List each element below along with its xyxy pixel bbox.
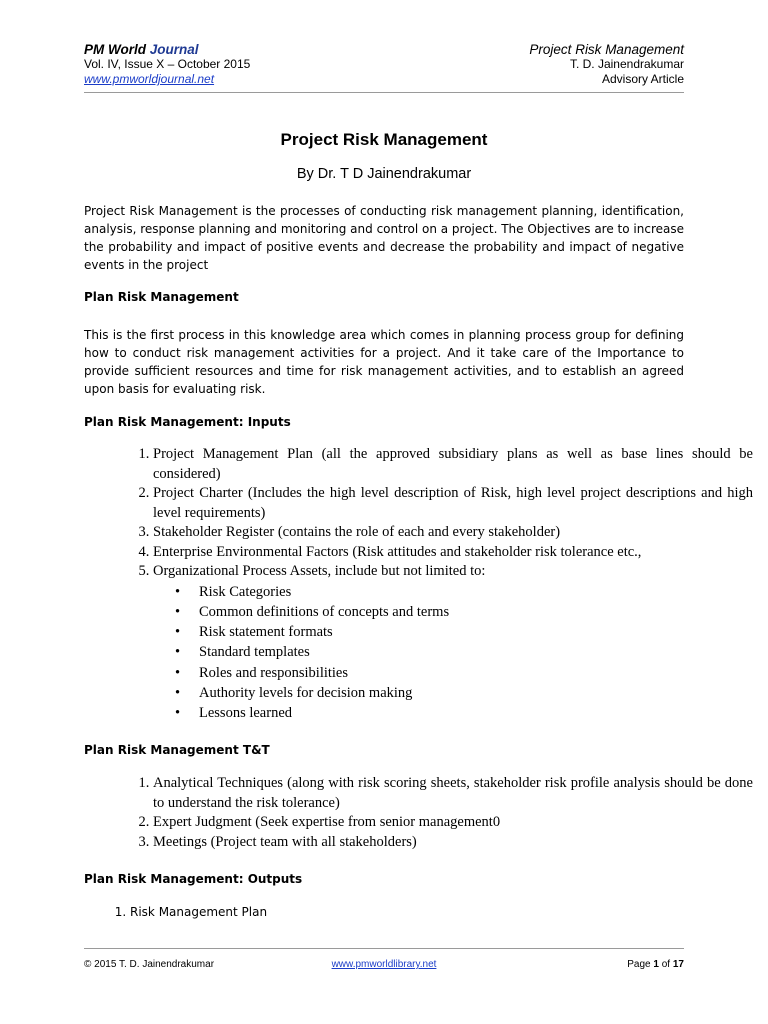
list-item: 1. Project Management Plan (all the approved subsidiary plans as well as base lines should be considered) xyxy=(153,445,753,484)
journal-name xyxy=(84,42,250,57)
section-heading-outputs: Plan Risk Management: Outputs xyxy=(84,872,303,886)
page-label: Page xyxy=(627,959,651,970)
outputs-list xyxy=(84,903,730,921)
list-item: 3. Meetings (Project team with all stakeholders) xyxy=(153,833,753,853)
page-number xyxy=(627,959,684,970)
page-current: 1 xyxy=(653,959,659,970)
footer-copyright: © 2015 T. D. Jainendrakumar xyxy=(84,959,215,970)
section-heading-inputs: Plan Risk Management: Inputs xyxy=(84,415,291,429)
header-right xyxy=(529,42,684,87)
list-item: 3. Stakeholder Register (contains the role of each and every stakeholder) xyxy=(153,523,753,543)
header-article-title: Project Risk Management xyxy=(529,42,684,57)
bullet-item: • Risk statement formats xyxy=(199,622,753,642)
journal-website-link[interactable]: www.pmworldjournal.net xyxy=(84,72,215,86)
bullet-item: • Lessons learned xyxy=(199,703,753,723)
document-title: Project Risk Management xyxy=(280,130,488,149)
footer-website-link[interactable]: www.pmworldlibrary.net xyxy=(331,959,437,970)
bullet-item: • Standard templates xyxy=(199,642,753,662)
journal-volume: Vol. IV, Issue X – October 2015 xyxy=(84,57,251,71)
bullet-item: • Risk Categories xyxy=(199,582,753,602)
header-author: T. D. Jainendrakumar xyxy=(569,57,684,71)
header-left xyxy=(84,42,250,87)
list-item: 1. Analytical Techniques (along with risk scoring sheets, stakeholder risk profile analysis should be done to understand the risk tolerance) xyxy=(153,774,753,813)
tt-list xyxy=(84,774,753,852)
page-total: 17 xyxy=(672,959,684,970)
header-article-type: Advisory Article xyxy=(601,72,684,86)
journal-name-journal: Journal xyxy=(149,42,199,57)
bullet-item: • Authority levels for decision making xyxy=(199,683,753,703)
journal-name-pm: PM World xyxy=(84,42,146,57)
intro-paragraph: Project Risk Management is the processes of conducting risk management planning, identification, analysis, response planning and monitoring and control on a project. The Objectives are to increase the probability and impact of positive events and decrease the probability and impact of negative events in the project xyxy=(84,204,684,272)
list-item-text: Organizational Process Assets, include but not limited to: xyxy=(153,563,486,579)
section-heading-plan-risk: Plan Risk Management xyxy=(84,290,239,304)
inputs-list xyxy=(84,445,753,724)
bullet-item: • Common definitions of concepts and terms xyxy=(199,602,753,622)
section-heading-tt: Plan Risk Management T&T xyxy=(84,743,270,757)
section-paragraph-plan-risk: This is the first process in this knowledge area which comes in planning process group for defining how to conduct risk management activities for a project. And it take care of the Importance to provide sufficient resources and time for risk management activities, and to establish an agreed upon basis for evaluating risk. xyxy=(84,328,684,396)
list-item: 4. Enterprise Environmental Factors (Risk attitudes and stakeholder risk tolerance etc., xyxy=(153,543,753,563)
list-item: 2. Expert Judgment (Seek expertise from senior management0 xyxy=(153,813,753,833)
list-item: 2. Project Charter (Includes the high level description of Risk, high level project descriptions and high level requirements) xyxy=(153,484,753,523)
document-byline: By Dr. T D Jainendrakumar xyxy=(296,166,472,182)
list-item xyxy=(153,562,753,724)
bullet-item: • Roles and responsibilities xyxy=(199,663,753,683)
page-of-label: of xyxy=(661,959,671,970)
page-footer xyxy=(84,948,684,975)
list-item: 1. Risk Management Plan xyxy=(130,903,730,921)
opa-bullet-list xyxy=(153,582,753,724)
page-header xyxy=(84,42,684,93)
